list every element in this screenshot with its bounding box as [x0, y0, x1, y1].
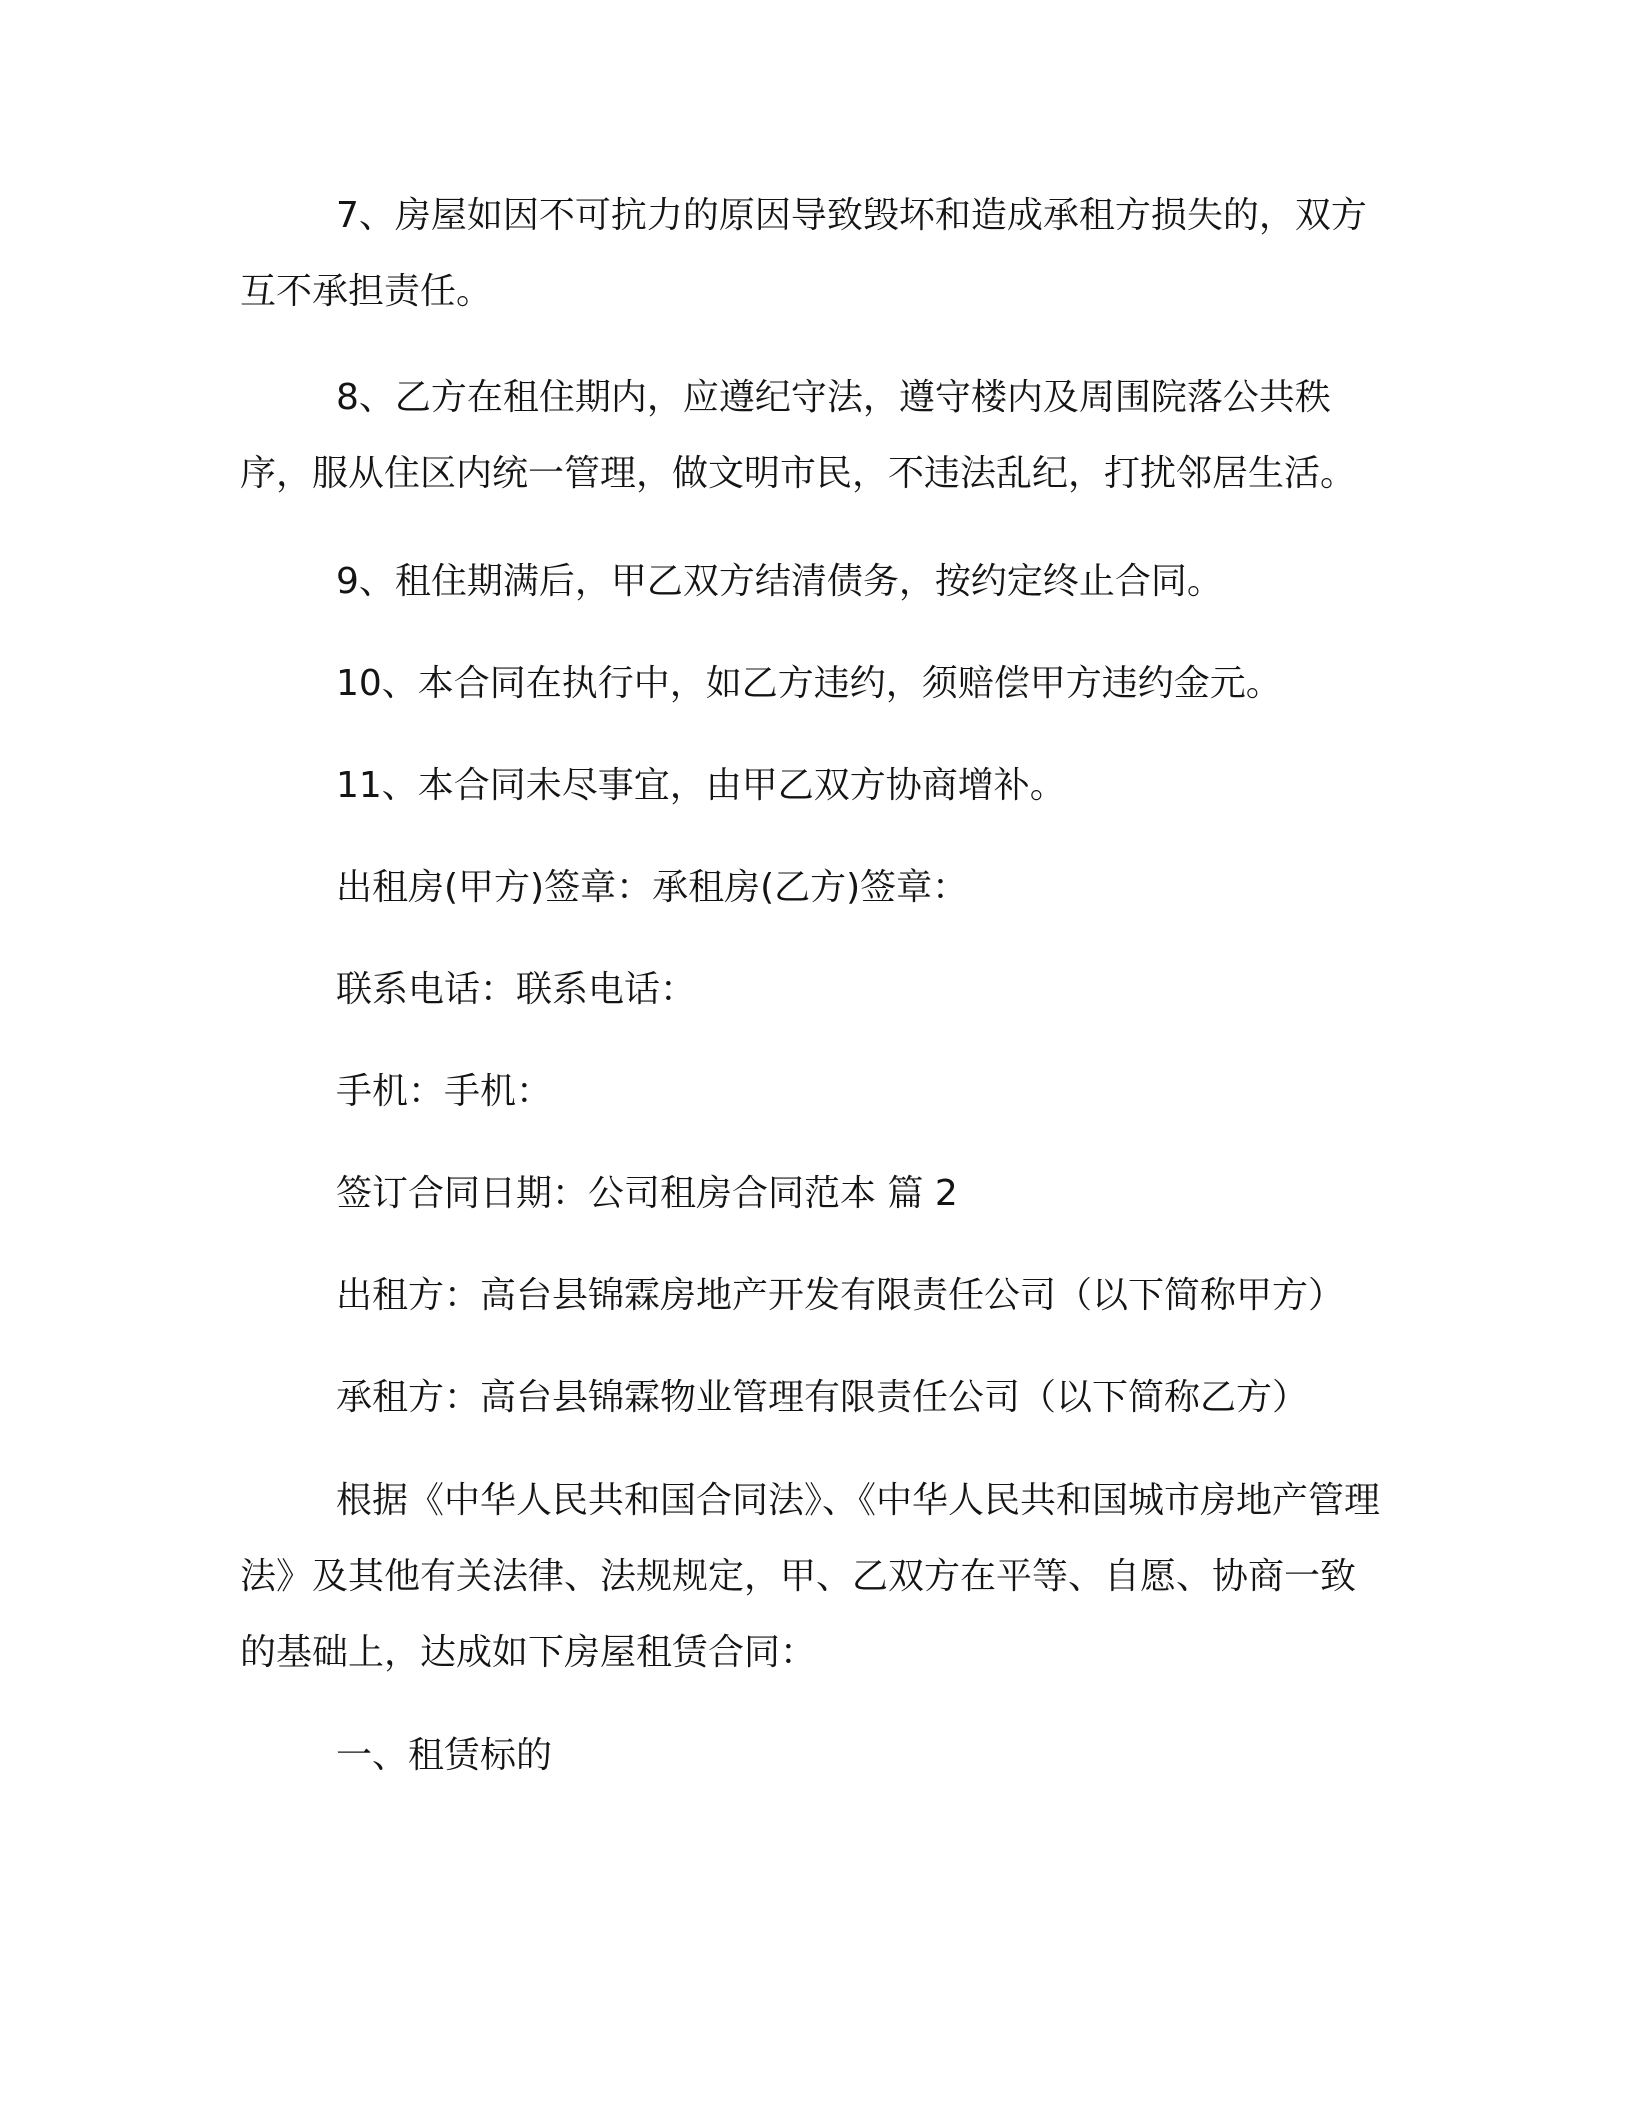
section-heading-lease-subject: 一、租赁标的	[336, 1735, 553, 1776]
lessor-line: 出租方：高台县锦霖房地产开发有限责任公司（以下简称甲方）	[336, 1275, 1345, 1316]
paragraph-clause-8: 8、乙方在租住期内，应遵纪守法，遵守楼内及周围院落公共秩序，服从住区内统一管理，做文明市民，不违法乱纪，打扰邻居生活。	[240, 377, 1357, 494]
paragraph-clause-11: 11、本合同未尽事宜，由甲乙双方协商增补。	[336, 765, 1066, 806]
signing-date-line: 签订合同日期：公司租房合同范本 篇 2	[336, 1173, 958, 1214]
paragraph-clause-10: 10、本合同在执行中，如乙方违约，须赔偿甲方违约金元。	[336, 663, 1282, 704]
paragraph-clause-9: 9、租住期满后，甲乙双方结清债务，按约定终止合同。	[336, 561, 1223, 602]
paragraph-clause-7: 7、房屋如因不可抗力的原因导致毁坏和造成承租方损失的，双方互不承担责任。	[240, 195, 1367, 312]
lessee-line: 承租方：高台县锦霖物业管理有限责任公司（以下简称乙方）	[336, 1377, 1309, 1418]
paragraph-legal-basis: 根据《中华人民共和国合同法》、《中华人民共和国城市房地产管理法》及其他有关法律、法规规定，甲、乙双方在平等、自愿、协商一致的基础上，达成如下房屋租赁合同：	[240, 1480, 1381, 1673]
mobile-line: 手机：手机：	[336, 1071, 553, 1112]
signature-line: 出租房(甲方)签章：承租房(乙方)签章：	[336, 867, 969, 908]
phone-line: 联系电话：联系电话：	[336, 969, 697, 1010]
